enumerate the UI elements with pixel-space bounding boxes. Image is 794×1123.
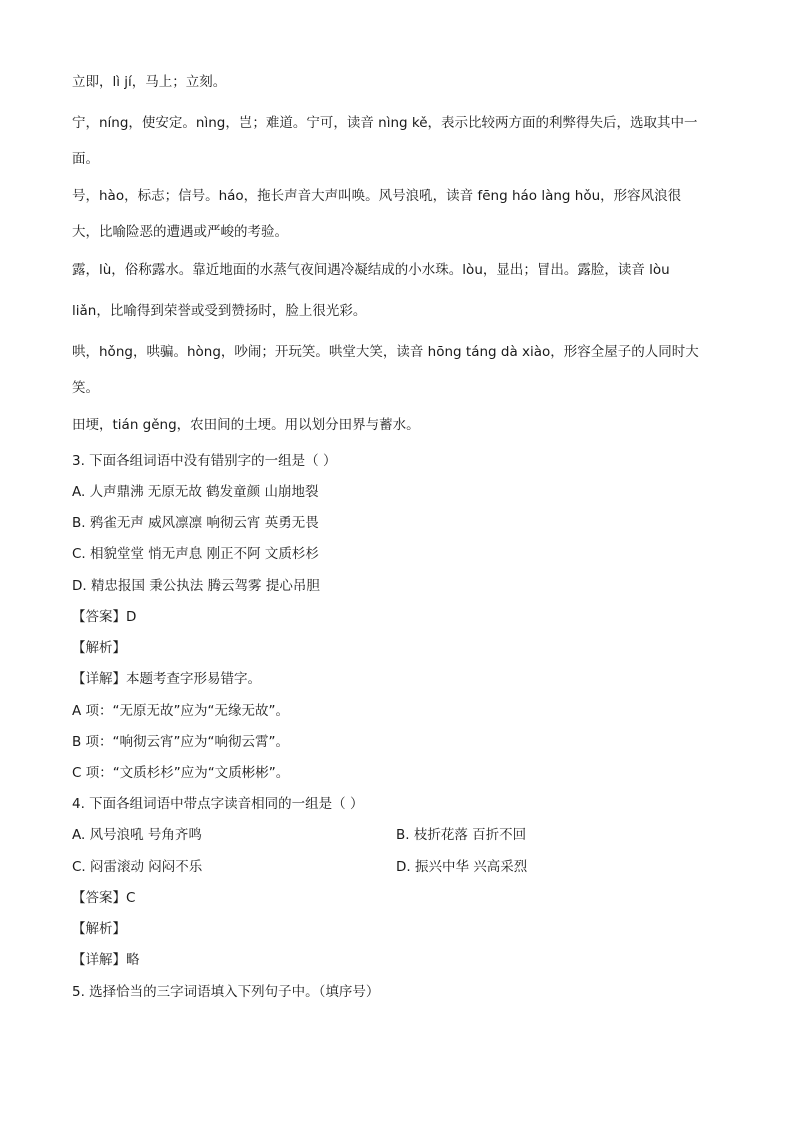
question-4-answer: 【答案】C [72,890,136,906]
question-4-option-b: B. 枝折花落 百折不回 [396,827,527,843]
question-3-answer: 【答案】D [72,609,137,625]
text-line: 面。 [72,151,99,167]
text-line: 哄，hǒng，哄骗。hòng，吵闹；开玩笑。哄堂大笑，读音 hōng táng dà xiào，形容全屋子的人同时大 [72,344,699,360]
text-line: 田埂，tián gěng，农田间的土埂。用以划分田界与蓄水。 [72,417,420,433]
text-line: 大，比喻险恶的遭遇或严峻的考验。 [72,224,288,240]
question-3-note-a: A 项：“无原无故”应为“无缘无故”。 [72,703,290,719]
question-3-option-b: B. 鸦雀无声 威风凛凛 响彻云宵 英勇无畏 [72,515,319,531]
question-3-detail: 【详解】本题考查字形易错字。 [72,671,261,687]
text-line: 露，lù，俗称露水。靠近地面的水蒸气夜间遇冷凝结成的小水珠。lòu，显出；冒出。露脸，读音 lòu [72,262,670,278]
question-4-detail: 【详解】略 [72,952,140,968]
question-3-note-b: B 项：“响彻云宵”应为“响彻云霄”。 [72,734,290,750]
text-line: 号，hào，标志；信号。háo，拖长声音大声叫唤。风号浪吼，读音 fēng háo làng hǒu，形容风浪很 [72,188,682,204]
text-line: 立即，lì jí，马上；立刻。 [72,74,227,90]
question-4-stem: 4. 下面各组词语中带点字读音相同的一组是（ ） [72,796,364,812]
text-line: 宁，níng，使安定。nìng，岂；难道。宁可，读音 nìng kě，表示比较两方面的利弊得失后，选取其中一 [72,115,698,131]
question-3-stem: 3. 下面各组词语中没有错别字的一组是（ ） [72,453,337,469]
question-3-option-c: C. 相貌堂堂 悄无声息 刚正不阿 文质杉杉 [72,546,319,562]
question-4-option-a: A. 风号浪吼 号角齐鸣 [72,827,202,843]
question-3-note-c: C 项：“文质杉杉”应为“文质彬彬”。 [72,765,290,781]
text-line: 笑。 [72,380,99,396]
question-4-option-c: C. 闷雷滚动 闷闷不乐 [72,859,203,875]
question-5-stem: 5. 选择恰当的三字词语填入下列句子中。（填序号） [72,984,380,1000]
question-3-analysis-label: 【解析】 [72,640,126,656]
question-3-option-a: A. 人声鼎沸 无原无故 鹤发童颜 山崩地裂 [72,484,319,500]
text-line: liǎn，比喻得到荣誉或受到赞扬时，脸上很光彩。 [72,303,367,319]
question-4-analysis-label: 【解析】 [72,921,126,937]
question-3-option-d: D. 精忠报国 秉公执法 腾云驾雾 提心吊胆 [72,578,320,594]
question-4-option-d: D. 振兴中华 兴高采烈 [396,859,528,875]
